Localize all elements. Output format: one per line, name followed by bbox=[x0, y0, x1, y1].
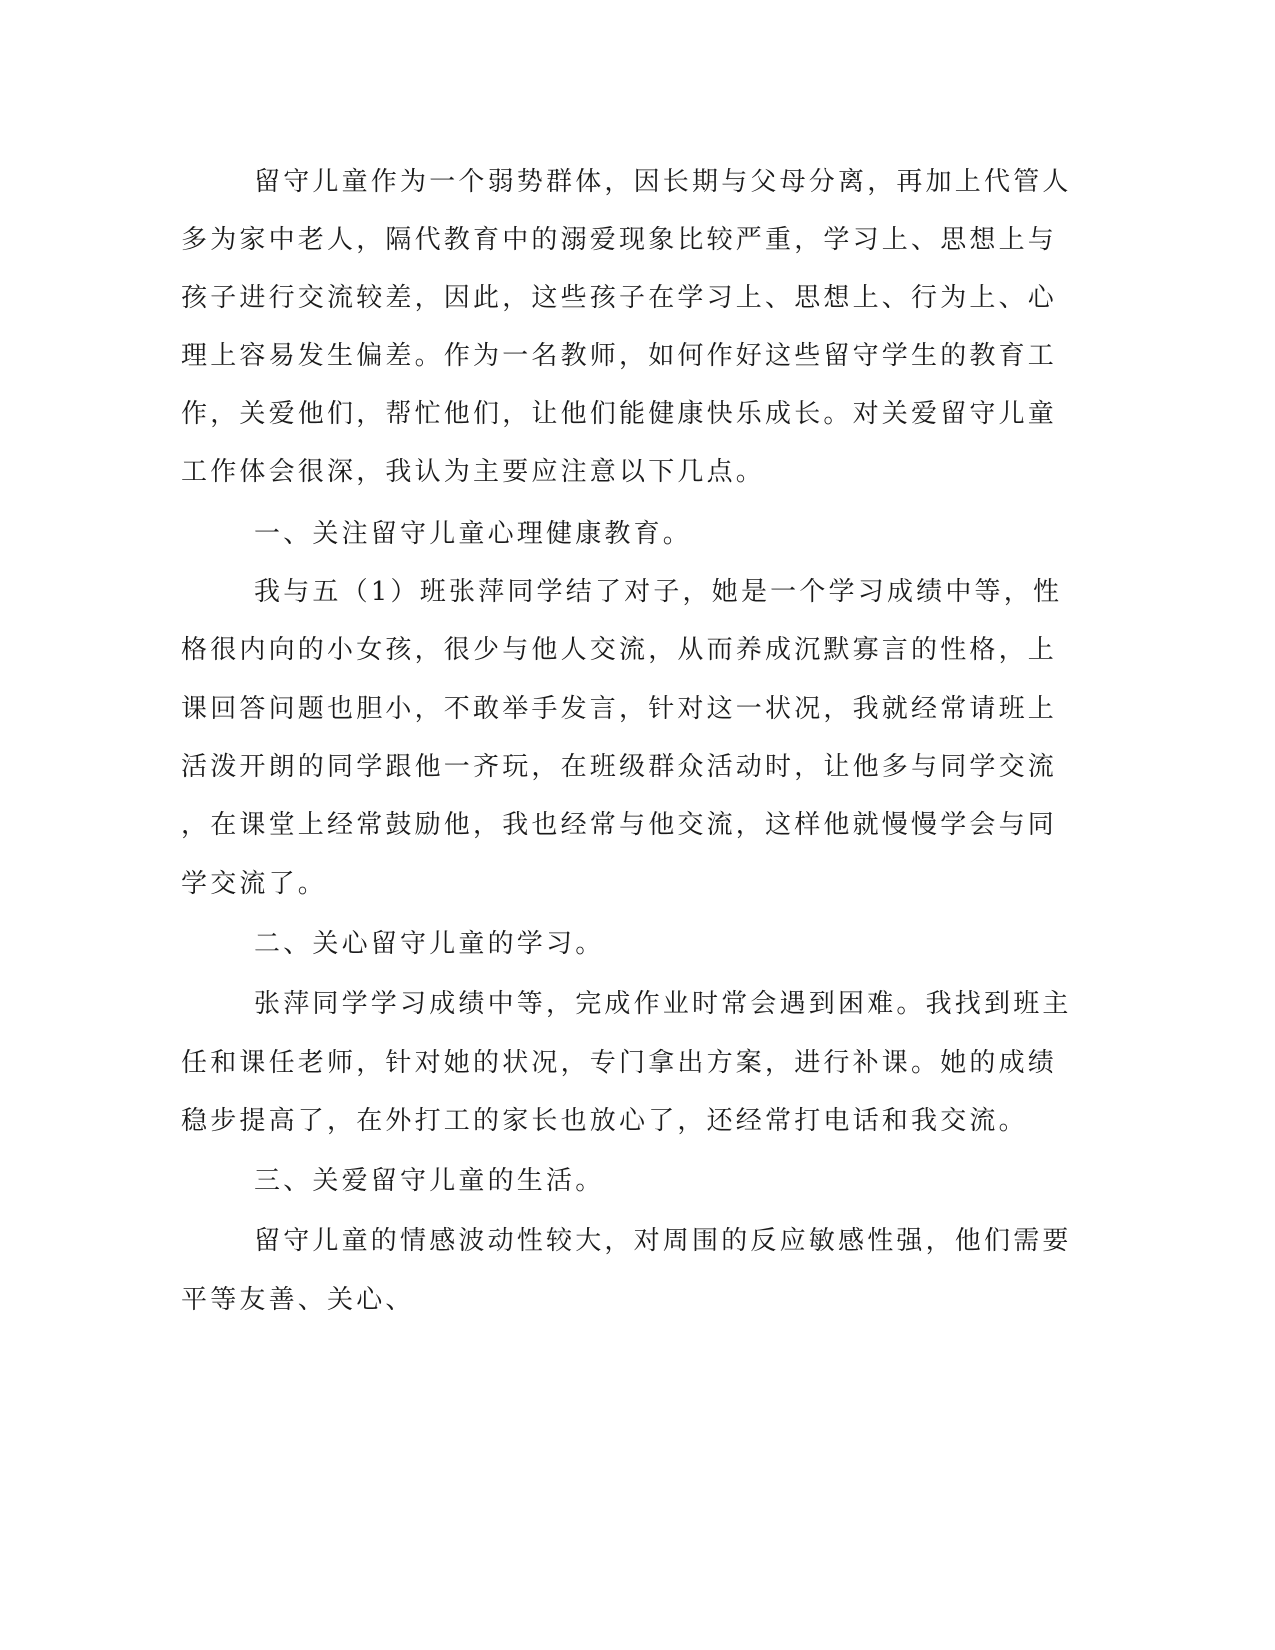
para1-line-1: 我与五（1）班张萍同学结了对子，她是一个学习成绩中等，性 bbox=[254, 577, 1063, 607]
intro-line-2: 多为家中老人，隔代教育中的溺爱现象比较严重，学习上、思想上与 bbox=[181, 225, 1058, 255]
para1-line-4: 活泼开朗的同学跟他一齐玩，在班级群众活动时，让他多与同学交流 bbox=[181, 752, 1058, 782]
para1-line-5: ，在课堂上经常鼓励他，我也经常与他交流，这样他就慢慢学会与同 bbox=[181, 810, 1058, 840]
para3-line-2: 平等友善、关心、 bbox=[181, 1285, 415, 1315]
para2-line-2: 任和课任老师，针对她的状况，专门拿出方案，进行补课。她的成绩 bbox=[181, 1048, 1058, 1078]
para3-line-1: 留守儿童的情感波动性较大，对周围的反应敏感性强，他们需要 bbox=[254, 1226, 1072, 1256]
para2-line-3: 稳步提高了，在外打工的家长也放心了，还经常打电话和我交流。 bbox=[181, 1106, 1028, 1136]
intro-line-4: 理上容易发生偏差。作为一名教师，如何作好这些留守学生的教育工 bbox=[181, 341, 1058, 371]
para2-line-1: 张萍同学学习成绩中等，完成作业时常会遇到困难。我找到班主 bbox=[254, 989, 1072, 1019]
intro-line-5: 作，关爱他们，帮忙他们，让他们能健康快乐成长。对关爱留守儿童 bbox=[181, 399, 1058, 429]
section-heading-3: 三、关爱留守儿童的生活。 bbox=[254, 1166, 605, 1196]
intro-line-1: 留守儿童作为一个弱势群体，因长期与父母分离，再加上代管人 bbox=[254, 167, 1072, 197]
para1-line-2: 格很内向的小女孩，很少与他人交流，从而养成沉默寡言的性格，上 bbox=[181, 635, 1058, 665]
intro-line-6: 工作体会很深，我认为主要应注意以下几点。 bbox=[181, 457, 766, 487]
para1-line-3: 课回答问题也胆小，不敢举手发言，针对这一状况，我就经常请班上 bbox=[181, 694, 1058, 724]
section-heading-1: 一、关注留守儿童心理健康教育。 bbox=[254, 519, 693, 549]
section-heading-2: 二、关心留守儿童的学习。 bbox=[254, 929, 605, 959]
para1-line-6: 学交流了。 bbox=[181, 869, 328, 899]
intro-line-3: 孩子进行交流较差，因此，这些孩子在学习上、思想上、行为上、心 bbox=[181, 283, 1058, 313]
